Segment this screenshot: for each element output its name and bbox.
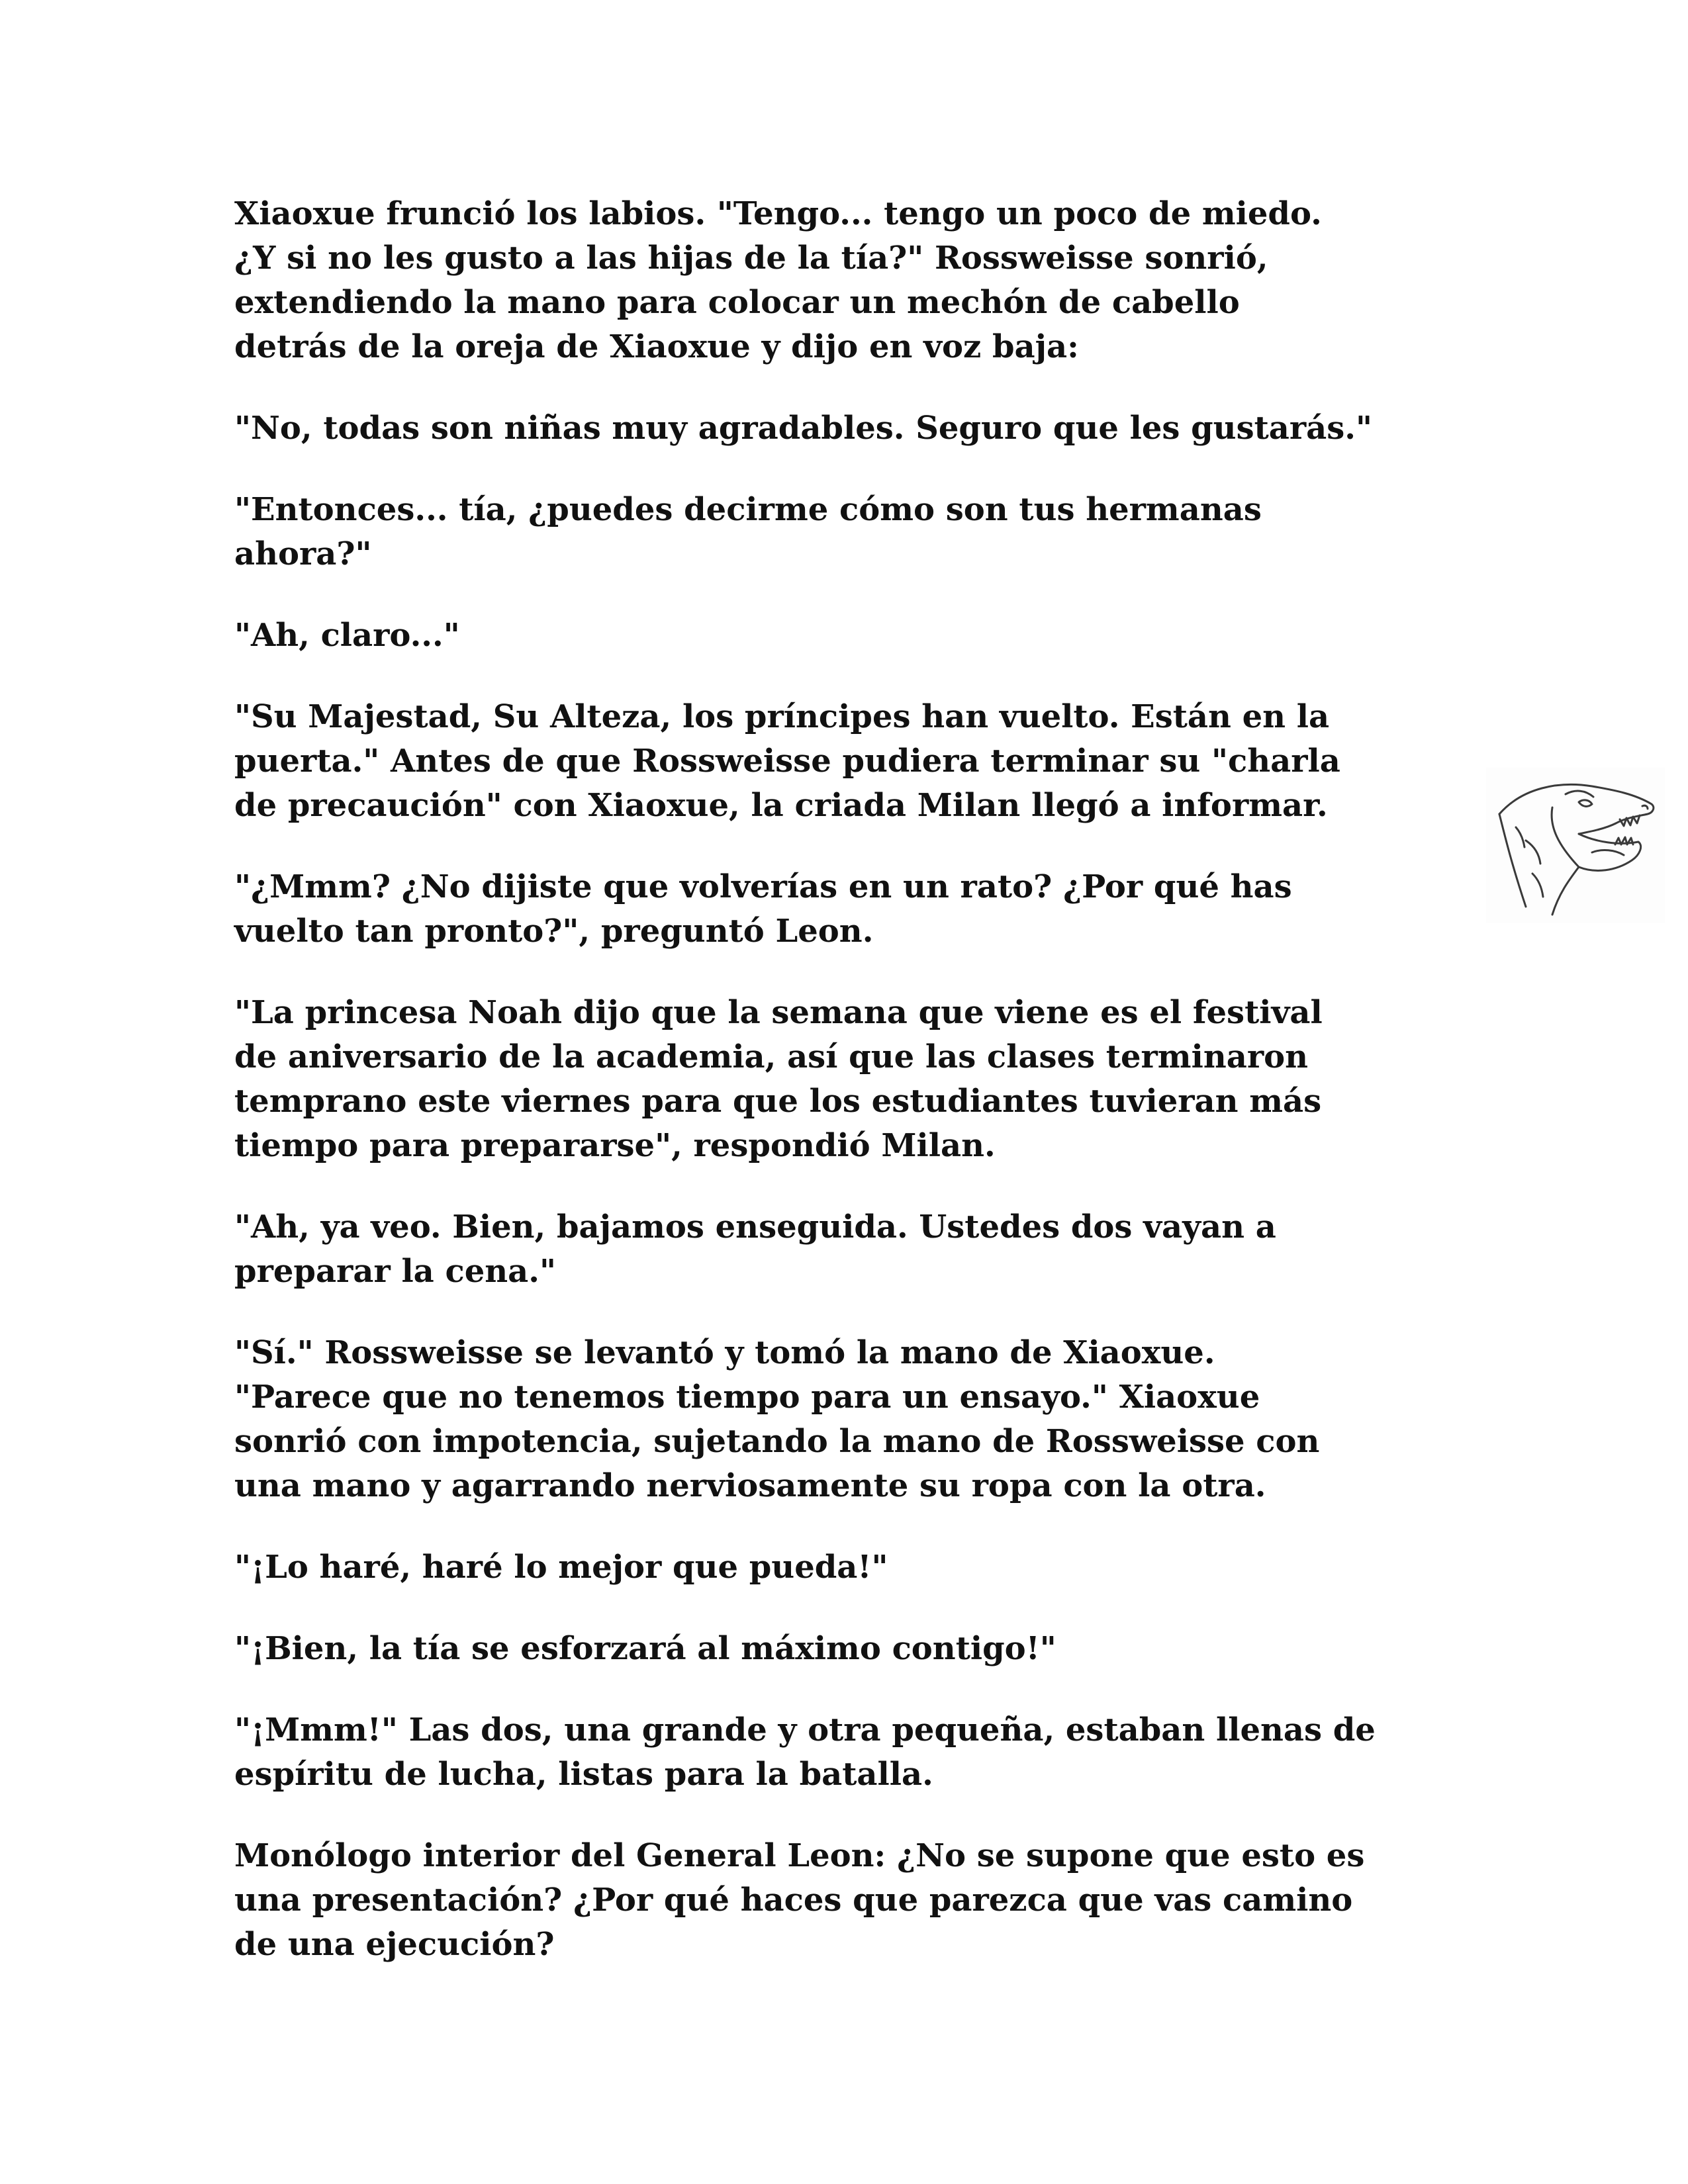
- paragraph-1: Xiaoxue frunció los labios. "Tengo... tengo un poco de miedo. ¿Y si no les gusto a las hijas de la tía?" Rossweisse sonrió, extendiendo la mano para colocar un mechón de cabello detrás de la oreja de Xiaoxue y dijo en voz baja:: [234, 195, 1322, 365]
- paragraph-5: "Su Majestad, Su Alteza, los príncipes han vuelto. Están en la puerta." Antes de que Rossweisse pudiera terminar su "charla de precaución" con Xiaoxue, la criada Milan llegó a informar.: [234, 698, 1340, 824]
- story-text: [234, 192, 1479, 1967]
- paragraph-6: "¿Mmm? ¿No dijiste que volverías en un rato? ¿Por qué has vuelto tan pronto?", preguntó Leon.: [234, 868, 1292, 950]
- paragraph-4: "Ah, claro...": [234, 617, 460, 654]
- paragraph-3: "Entonces... tía, ¿puedes decirme cómo son tus hermanas ahora?": [234, 491, 1262, 572]
- paragraph-10: "¡Lo haré, haré lo mejor que pueda!": [234, 1549, 888, 1586]
- paragraph-12: "¡Mmm!" Las dos, una grande y otra pequeña, estaban llenas de espíritu de lucha, listas para la batalla.: [234, 1711, 1376, 1793]
- paragraph-2: "No, todas son niñas muy agradables. Seguro que les gustarás.": [234, 410, 1372, 447]
- paragraph-7: "La princesa Noah dijo que la semana que viene es el festival de aniversario de la academia, así que las clases terminaron temprano este viernes para que los estudiantes tuvieran más tiempo para prepararse", respondió Milan.: [234, 994, 1323, 1164]
- paragraph-13: Monólogo interior del General Leon: ¿No se supone que esto es una presentación? ¿Por qué haces que parezca que vas camino de una ejecución?: [234, 1837, 1365, 1963]
- paragraph-8: "Ah, ya veo. Bien, bajamos enseguida. Ustedes dos vayan a preparar la cena.": [234, 1208, 1276, 1290]
- dinosaur-head-sketch-icon: [1486, 768, 1665, 923]
- paragraph-9: "Sí." Rossweisse se levantó y tomó la mano de Xiaoxue. "Parece que no tenemos tiempo para un ensayo." Xiaoxue sonrió con impotencia, sujetando la mano de Rossweisse con una mano y agarrando nerviosamente su ropa con la otra.: [234, 1334, 1320, 1504]
- paragraph-11: "¡Bien, la tía se esforzará al máximo contigo!": [234, 1630, 1056, 1667]
